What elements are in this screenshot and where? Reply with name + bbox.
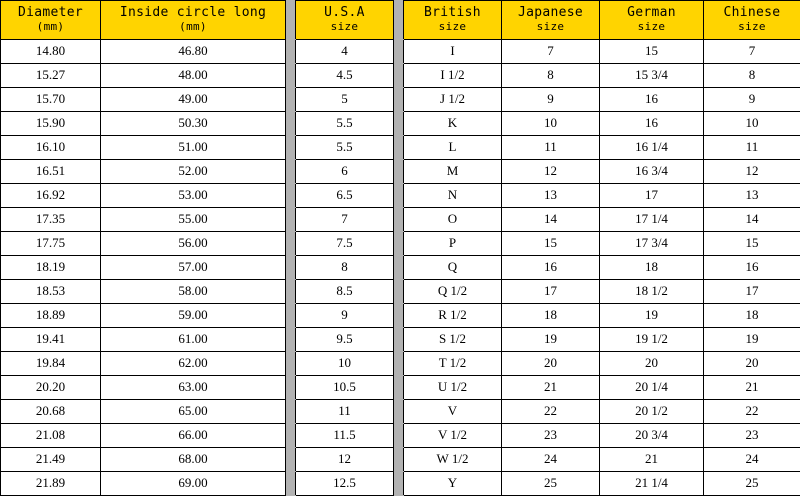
cell-british: Q 1/2 xyxy=(404,280,502,304)
cell-usa: 5 xyxy=(296,88,394,112)
cell-inside-circle: 59.00 xyxy=(101,304,286,328)
cell-british: R 1/2 xyxy=(404,304,502,328)
header-row xyxy=(1,1,800,40)
table-row xyxy=(1,448,800,472)
cell-diameter: 20.20 xyxy=(1,376,101,400)
cell-usa: 9.5 xyxy=(296,328,394,352)
column-separator xyxy=(394,256,404,280)
cell-german: 17 3/4 xyxy=(600,232,704,256)
cell-usa: 10 xyxy=(296,352,394,376)
cell-chinese: 21 xyxy=(704,376,800,400)
column-separator xyxy=(286,112,296,136)
cell-inside-circle: 50.30 xyxy=(101,112,286,136)
cell-diameter: 17.75 xyxy=(1,232,101,256)
cell-chinese: 15 xyxy=(704,232,800,256)
table-row xyxy=(1,472,800,496)
cell-diameter: 17.35 xyxy=(1,208,101,232)
cell-japanese: 20 xyxy=(502,352,600,376)
header-british xyxy=(404,1,502,40)
header-diameter xyxy=(1,1,101,40)
cell-german: 15 xyxy=(600,40,704,64)
cell-chinese: 10 xyxy=(704,112,800,136)
column-separator xyxy=(286,184,296,208)
header-chinese-main: Chinese xyxy=(724,5,781,20)
cell-usa: 10.5 xyxy=(296,376,394,400)
cell-chinese: 17 xyxy=(704,280,800,304)
cell-japanese: 17 xyxy=(502,280,600,304)
cell-british: V xyxy=(404,400,502,424)
cell-german: 20 3/4 xyxy=(600,424,704,448)
column-separator xyxy=(286,376,296,400)
cell-british: T 1/2 xyxy=(404,352,502,376)
cell-british: O xyxy=(404,208,502,232)
cell-diameter: 18.19 xyxy=(1,256,101,280)
cell-usa: 7 xyxy=(296,208,394,232)
cell-diameter: 18.89 xyxy=(1,304,101,328)
cell-usa: 11.5 xyxy=(296,424,394,448)
table-row xyxy=(1,280,800,304)
cell-inside-circle: 52.00 xyxy=(101,160,286,184)
cell-british: Y xyxy=(404,472,502,496)
cell-german: 16 1/4 xyxy=(600,136,704,160)
column-separator xyxy=(286,448,296,472)
cell-chinese: 23 xyxy=(704,424,800,448)
cell-chinese: 11 xyxy=(704,136,800,160)
column-separator xyxy=(286,160,296,184)
cell-japanese: 14 xyxy=(502,208,600,232)
table-row xyxy=(1,64,800,88)
column-separator xyxy=(286,304,296,328)
cell-japanese: 24 xyxy=(502,448,600,472)
cell-british: Q xyxy=(404,256,502,280)
cell-german: 17 xyxy=(600,184,704,208)
column-separator xyxy=(286,40,296,64)
cell-usa: 6 xyxy=(296,160,394,184)
cell-inside-circle: 58.00 xyxy=(101,280,286,304)
cell-german: 20 1/2 xyxy=(600,400,704,424)
table-row xyxy=(1,208,800,232)
cell-japanese: 9 xyxy=(502,88,600,112)
header-chinese-sub: size xyxy=(704,21,800,34)
table-row xyxy=(1,112,800,136)
cell-japanese: 18 xyxy=(502,304,600,328)
header-chinese xyxy=(704,1,800,40)
column-separator xyxy=(394,424,404,448)
column-separator xyxy=(394,184,404,208)
cell-diameter: 21.08 xyxy=(1,424,101,448)
table-header xyxy=(1,1,800,40)
cell-british: S 1/2 xyxy=(404,328,502,352)
table-row xyxy=(1,424,800,448)
cell-german: 19 xyxy=(600,304,704,328)
cell-usa: 5.5 xyxy=(296,136,394,160)
column-separator xyxy=(394,40,404,64)
header-usa-main: U.S.A xyxy=(324,5,365,20)
cell-german: 18 1/2 xyxy=(600,280,704,304)
column-separator xyxy=(286,136,296,160)
cell-inside-circle: 48.00 xyxy=(101,64,286,88)
cell-inside-circle: 66.00 xyxy=(101,424,286,448)
cell-german: 17 1/4 xyxy=(600,208,704,232)
cell-usa: 11 xyxy=(296,400,394,424)
cell-japanese: 23 xyxy=(502,424,600,448)
cell-chinese: 12 xyxy=(704,160,800,184)
cell-japanese: 25 xyxy=(502,472,600,496)
cell-german: 16 xyxy=(600,88,704,112)
cell-inside-circle: 65.00 xyxy=(101,400,286,424)
column-separator xyxy=(286,280,296,304)
cell-british: I 1/2 xyxy=(404,64,502,88)
column-separator xyxy=(394,208,404,232)
cell-usa: 4 xyxy=(296,40,394,64)
header-german-main: German xyxy=(627,5,676,20)
cell-chinese: 22 xyxy=(704,400,800,424)
column-separator xyxy=(394,160,404,184)
cell-german: 21 1/4 xyxy=(600,472,704,496)
cell-usa: 12.5 xyxy=(296,472,394,496)
cell-german: 18 xyxy=(600,256,704,280)
column-separator xyxy=(286,88,296,112)
cell-british: W 1/2 xyxy=(404,448,502,472)
cell-inside-circle: 63.00 xyxy=(101,376,286,400)
cell-chinese: 24 xyxy=(704,448,800,472)
cell-diameter: 15.27 xyxy=(1,64,101,88)
cell-german: 20 xyxy=(600,352,704,376)
header-japanese xyxy=(502,1,600,40)
cell-german: 21 xyxy=(600,448,704,472)
table-row xyxy=(1,256,800,280)
table-row xyxy=(1,328,800,352)
cell-diameter: 15.70 xyxy=(1,88,101,112)
cell-japanese: 19 xyxy=(502,328,600,352)
cell-british: M xyxy=(404,160,502,184)
cell-diameter: 21.49 xyxy=(1,448,101,472)
column-separator xyxy=(394,1,404,40)
cell-japanese: 7 xyxy=(502,40,600,64)
cell-chinese: 8 xyxy=(704,64,800,88)
column-separator xyxy=(394,400,404,424)
column-separator xyxy=(286,256,296,280)
header-usa-sub: size xyxy=(296,21,393,34)
column-separator xyxy=(394,64,404,88)
cell-chinese: 9 xyxy=(704,88,800,112)
cell-usa: 7.5 xyxy=(296,232,394,256)
column-separator xyxy=(394,280,404,304)
cell-british: P xyxy=(404,232,502,256)
column-separator xyxy=(286,352,296,376)
cell-chinese: 18 xyxy=(704,304,800,328)
column-separator xyxy=(394,232,404,256)
cell-chinese: 13 xyxy=(704,184,800,208)
cell-chinese: 14 xyxy=(704,208,800,232)
column-separator xyxy=(286,472,296,496)
table-row xyxy=(1,352,800,376)
column-separator xyxy=(286,400,296,424)
column-separator xyxy=(394,88,404,112)
cell-usa: 5.5 xyxy=(296,112,394,136)
cell-diameter: 19.41 xyxy=(1,328,101,352)
column-separator xyxy=(394,352,404,376)
cell-inside-circle: 53.00 xyxy=(101,184,286,208)
cell-chinese: 19 xyxy=(704,328,800,352)
cell-british: N xyxy=(404,184,502,208)
cell-japanese: 15 xyxy=(502,232,600,256)
cell-german: 20 1/4 xyxy=(600,376,704,400)
column-separator xyxy=(286,424,296,448)
column-separator xyxy=(286,232,296,256)
cell-chinese: 16 xyxy=(704,256,800,280)
cell-german: 19 1/2 xyxy=(600,328,704,352)
cell-german: 16 3/4 xyxy=(600,160,704,184)
header-diameter-main: Diameter xyxy=(18,5,83,20)
column-separator xyxy=(394,328,404,352)
column-separator xyxy=(394,112,404,136)
cell-diameter: 19.84 xyxy=(1,352,101,376)
cell-diameter: 20.68 xyxy=(1,400,101,424)
cell-inside-circle: 49.00 xyxy=(101,88,286,112)
cell-british: L xyxy=(404,136,502,160)
cell-usa: 6.5 xyxy=(296,184,394,208)
cell-diameter: 15.90 xyxy=(1,112,101,136)
header-japanese-sub: size xyxy=(502,21,599,34)
cell-chinese: 20 xyxy=(704,352,800,376)
cell-diameter: 14.80 xyxy=(1,40,101,64)
header-diameter-sub: (mm) xyxy=(1,21,100,34)
cell-japanese: 22 xyxy=(502,400,600,424)
cell-diameter: 21.89 xyxy=(1,472,101,496)
cell-british: I xyxy=(404,40,502,64)
cell-inside-circle: 68.00 xyxy=(101,448,286,472)
cell-german: 15 3/4 xyxy=(600,64,704,88)
table-row xyxy=(1,304,800,328)
cell-british: J 1/2 xyxy=(404,88,502,112)
cell-diameter: 16.10 xyxy=(1,136,101,160)
header-inside-circle xyxy=(101,1,286,40)
table-row xyxy=(1,40,800,64)
column-separator xyxy=(286,1,296,40)
column-separator xyxy=(286,208,296,232)
cell-diameter: 16.51 xyxy=(1,160,101,184)
cell-inside-circle: 57.00 xyxy=(101,256,286,280)
column-separator xyxy=(394,376,404,400)
cell-inside-circle: 55.00 xyxy=(101,208,286,232)
header-british-main: British xyxy=(424,5,481,20)
column-separator xyxy=(394,136,404,160)
cell-chinese: 7 xyxy=(704,40,800,64)
table-row xyxy=(1,88,800,112)
cell-inside-circle: 69.00 xyxy=(101,472,286,496)
column-separator xyxy=(394,304,404,328)
cell-inside-circle: 51.00 xyxy=(101,136,286,160)
column-separator xyxy=(286,328,296,352)
cell-british: V 1/2 xyxy=(404,424,502,448)
cell-usa: 8.5 xyxy=(296,280,394,304)
cell-inside-circle: 56.00 xyxy=(101,232,286,256)
table-row xyxy=(1,160,800,184)
cell-japanese: 8 xyxy=(502,64,600,88)
cell-usa: 9 xyxy=(296,304,394,328)
cell-diameter: 18.53 xyxy=(1,280,101,304)
cell-inside-circle: 61.00 xyxy=(101,328,286,352)
header-japanese-main: Japanese xyxy=(518,5,583,20)
table-row xyxy=(1,376,800,400)
cell-british: K xyxy=(404,112,502,136)
column-separator xyxy=(394,472,404,496)
table-body xyxy=(1,40,800,496)
table-row xyxy=(1,400,800,424)
table-row xyxy=(1,232,800,256)
cell-japanese: 12 xyxy=(502,160,600,184)
cell-usa: 4.5 xyxy=(296,64,394,88)
header-usa xyxy=(296,1,394,40)
header-inside-circle-main: Inside circle long xyxy=(120,5,266,20)
header-german-sub: size xyxy=(600,21,703,34)
cell-japanese: 16 xyxy=(502,256,600,280)
cell-japanese: 11 xyxy=(502,136,600,160)
cell-usa: 8 xyxy=(296,256,394,280)
header-german xyxy=(600,1,704,40)
cell-inside-circle: 62.00 xyxy=(101,352,286,376)
column-separator xyxy=(394,448,404,472)
cell-japanese: 10 xyxy=(502,112,600,136)
cell-diameter: 16.92 xyxy=(1,184,101,208)
header-british-sub: size xyxy=(404,21,501,34)
cell-japanese: 21 xyxy=(502,376,600,400)
cell-usa: 12 xyxy=(296,448,394,472)
header-inside-circle-sub: (mm) xyxy=(101,21,285,34)
cell-inside-circle: 46.80 xyxy=(101,40,286,64)
table-row xyxy=(1,184,800,208)
cell-chinese: 25 xyxy=(704,472,800,496)
column-separator xyxy=(286,64,296,88)
cell-german: 16 xyxy=(600,112,704,136)
cell-japanese: 13 xyxy=(502,184,600,208)
table-row xyxy=(1,136,800,160)
cell-british: U 1/2 xyxy=(404,376,502,400)
